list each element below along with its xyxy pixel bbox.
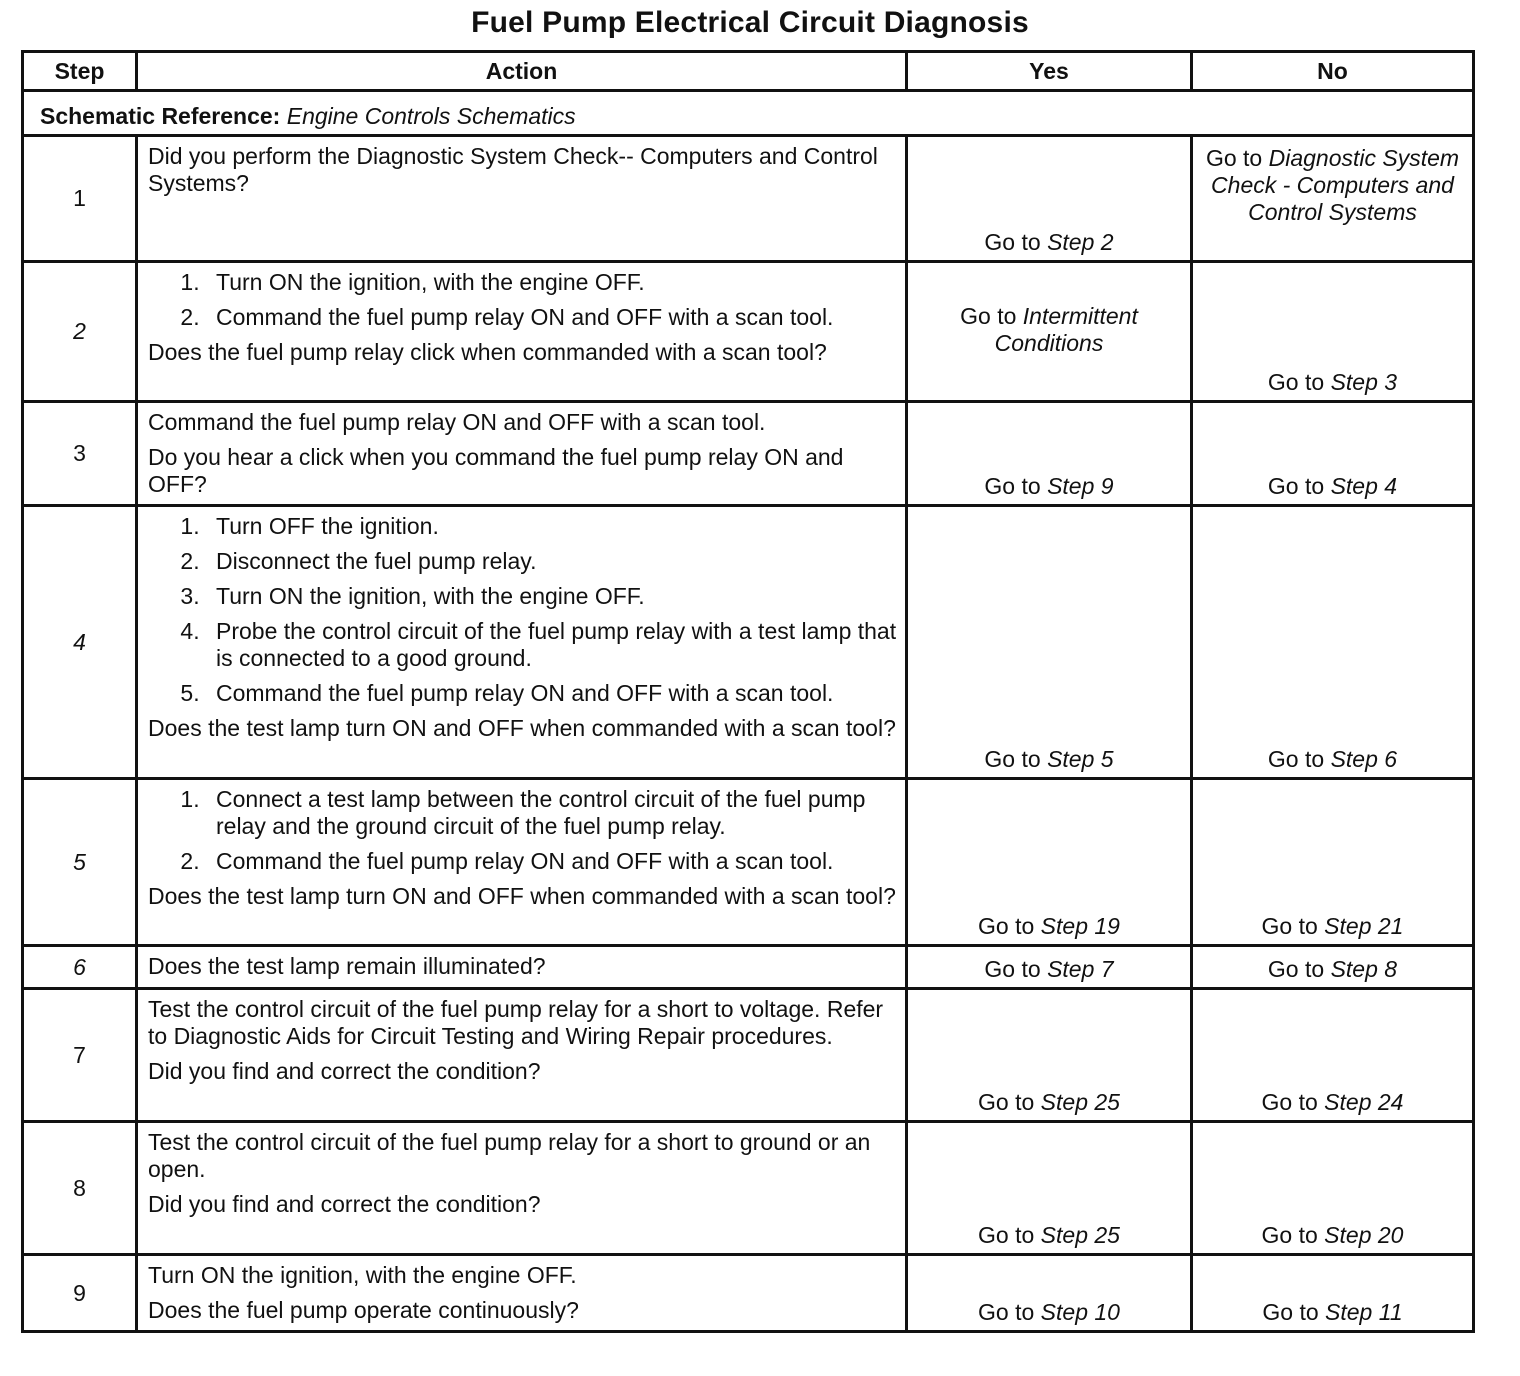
action-text: Command the fuel pump relay ON and OFF with a scan tool.: [148, 409, 766, 435]
page-title: Fuel Pump Electrical Circuit Diagnosis: [471, 6, 1029, 39]
yes-result: [907, 1122, 1192, 1255]
header-row: [23, 52, 1474, 91]
action-text: Test the control circuit of the fuel pump relay for a short to voltage. Refer to Diagnostic Aids for Circuit Testing and Wiring Repair procedures.: [148, 996, 884, 1049]
yes-result-prefix: Go to: [978, 913, 1035, 939]
no-result-reference[interactable]: Step 6: [1330, 746, 1398, 772]
step-row: [23, 989, 1474, 1122]
action-step-item: 5. Command the fuel pump relay ON and OFF with a scan tool.: [206, 680, 897, 707]
no-result: [1192, 989, 1474, 1122]
yes-result: [907, 946, 1192, 989]
yes-result: [907, 262, 1192, 402]
action-step-item: 1. Turn ON the ignition, with the engine OFF.: [206, 269, 897, 296]
yes-result-prefix: Go to: [984, 229, 1041, 255]
yes-result: [907, 402, 1192, 506]
step-row: [23, 262, 1474, 402]
yes-result-reference[interactable]: Step 25: [1040, 1089, 1120, 1115]
step-number: 4: [23, 506, 137, 779]
no-result-reference[interactable]: Step 4: [1330, 473, 1398, 499]
yes-result: [907, 506, 1192, 779]
action-step-item: 2. Disconnect the fuel pump relay.: [206, 548, 897, 575]
no-result-reference[interactable]: Step 20: [1324, 1222, 1404, 1248]
yes-result-reference[interactable]: Intermittent Conditions: [994, 302, 1138, 356]
action-step-item: 1. Connect a test lamp between the control circuit of the fuel pump relay and the ground circuit of the fuel pump relay.: [206, 786, 897, 840]
action-question: Does the test lamp turn ON and OFF when commanded with a scan tool?: [148, 715, 896, 741]
action-cell: [137, 1255, 907, 1332]
yes-result: [907, 779, 1192, 946]
no-result-prefix: Go to: [1267, 473, 1325, 499]
action-steps-list: [148, 269, 897, 331]
no-result-reference[interactable]: Step 21: [1324, 913, 1404, 939]
action-step-item: 4. Probe the control circuit of the fuel pump relay with a test lamp that is connected to a good ground.: [206, 618, 897, 672]
yes-result-prefix: Go to: [978, 1089, 1035, 1115]
action-question: Does the test lamp turn ON and OFF when commanded with a scan tool?: [148, 883, 896, 909]
yes-result: [907, 1255, 1192, 1332]
yes-result-prefix: Go to: [984, 956, 1041, 982]
action-step-item: 3. Turn ON the ignition, with the engine OFF.: [206, 583, 897, 610]
header-step: Step: [23, 52, 137, 91]
schematic-reference-row: [23, 91, 1474, 136]
no-result-prefix: Go to: [1261, 1089, 1318, 1115]
yes-result-prefix: Go to: [960, 302, 1017, 329]
schematic-reference-label: Schematic Reference:: [40, 102, 281, 129]
action-question: Did you find and correct the condition?: [148, 1058, 541, 1084]
step-row: [23, 1122, 1474, 1255]
action-text: Did you perform the Diagnostic System Check-- Computers and Control Systems?: [148, 143, 878, 196]
step-row: [23, 946, 1474, 989]
action-cell: [137, 136, 907, 262]
no-result: [1192, 506, 1474, 779]
no-result-prefix: Go to: [1262, 1299, 1319, 1325]
no-result-reference[interactable]: Step 3: [1330, 369, 1398, 395]
action-cell: [137, 402, 907, 506]
header-yes: Yes: [907, 52, 1192, 91]
no-result: [1192, 136, 1474, 262]
action-steps-list: [148, 513, 897, 707]
no-result-prefix: Go to: [1261, 913, 1318, 939]
step-row: [23, 1255, 1474, 1332]
action-question: Did you find and correct the condition?: [148, 1191, 541, 1217]
step-number: 9: [23, 1255, 137, 1332]
yes-result-prefix: Go to: [978, 1299, 1035, 1325]
action-cell: [137, 989, 907, 1122]
yes-result-reference[interactable]: Step 19: [1040, 913, 1120, 939]
action-step-item: 2. Command the fuel pump relay ON and OFF with a scan tool.: [206, 848, 897, 875]
no-result-prefix: Go to: [1261, 1222, 1318, 1248]
no-result: [1192, 1122, 1474, 1255]
action-cell: [137, 1122, 907, 1255]
step-number: 6: [23, 946, 137, 989]
no-result-reference[interactable]: Step 8: [1330, 956, 1398, 982]
no-result-prefix: Go to: [1267, 956, 1325, 982]
step-row: [23, 779, 1474, 946]
no-result-prefix: Go to: [1205, 145, 1263, 171]
action-cell: [137, 262, 907, 402]
action-text: Test the control circuit of the fuel pump relay for a short to ground or an open.: [148, 1129, 871, 1182]
no-result-prefix: Go to: [1267, 746, 1325, 772]
step-number: 1: [23, 136, 137, 262]
yes-result-reference[interactable]: Step 7: [1047, 956, 1114, 982]
yes-result: [907, 136, 1192, 262]
action-cell: [137, 506, 907, 779]
action-question: Does the fuel pump operate continuously?: [148, 1297, 579, 1323]
diagnosis-table: [21, 50, 1475, 1333]
step-number: 2: [23, 262, 137, 402]
schematic-reference: [23, 91, 1474, 136]
header-no: No: [1192, 52, 1474, 91]
action-step-item: 2. Command the fuel pump relay ON and OFF with a scan tool.: [206, 304, 897, 331]
yes-result-reference[interactable]: Step 25: [1040, 1222, 1120, 1248]
step-number: 8: [23, 1122, 137, 1255]
step-row: [23, 506, 1474, 779]
action-step-item: 1. Turn OFF the ignition.: [206, 513, 897, 540]
action-question: Does the test lamp remain illuminated?: [148, 953, 546, 979]
yes-result-prefix: Go to: [978, 1222, 1035, 1248]
header-action: Action: [137, 52, 907, 91]
yes-result-prefix: Go to: [984, 473, 1041, 499]
no-result: [1192, 779, 1474, 946]
action-cell: [137, 946, 907, 989]
no-result-reference[interactable]: Diagnostic System Check - Computers and Control Systems: [1211, 145, 1460, 225]
schematic-reference-value: Engine Controls Schematics: [286, 102, 576, 129]
no-result: [1192, 402, 1474, 506]
step-row: [23, 136, 1474, 262]
step-number: 5: [23, 779, 137, 946]
no-result: [1192, 262, 1474, 402]
yes-result-reference[interactable]: Step 10: [1040, 1299, 1120, 1325]
step-row: [23, 402, 1474, 506]
yes-result-reference[interactable]: Step 2: [1047, 229, 1114, 255]
no-result: [1192, 946, 1474, 989]
step-number: 3: [23, 402, 137, 506]
action-question: Do you hear a click when you command the fuel pump relay ON and OFF?: [148, 444, 844, 497]
yes-result-reference[interactable]: Step 5: [1047, 746, 1114, 772]
yes-result-reference[interactable]: Step 9: [1047, 473, 1114, 499]
yes-result-prefix: Go to: [984, 746, 1041, 772]
no-result-prefix: Go to: [1267, 369, 1325, 395]
no-result: [1192, 1255, 1474, 1332]
no-result-reference[interactable]: Step 24: [1324, 1089, 1404, 1115]
action-question: Does the fuel pump relay click when commanded with a scan tool?: [148, 339, 827, 365]
action-cell: [137, 779, 907, 946]
action-text: Turn ON the ignition, with the engine OFF.: [148, 1262, 577, 1288]
action-steps-list: [148, 786, 897, 875]
no-result-reference[interactable]: Step 11: [1325, 1299, 1403, 1325]
yes-result: [907, 989, 1192, 1122]
step-number: 7: [23, 989, 137, 1122]
